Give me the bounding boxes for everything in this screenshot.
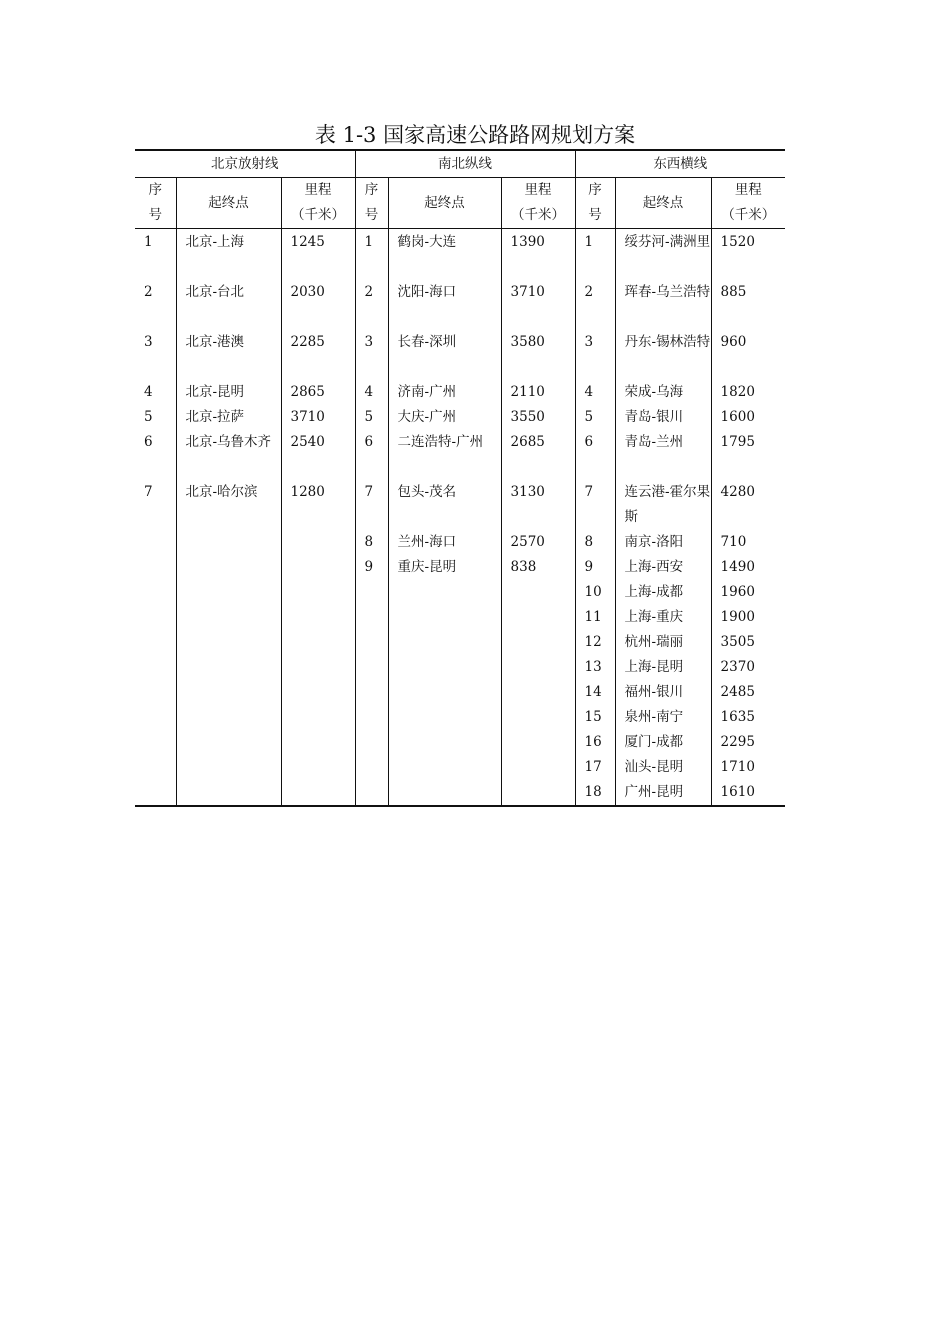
radial-seq-cell: 4 [144, 384, 153, 400]
east-west-mileage-cell: 3505 [711, 630, 785, 655]
north-south-endpoints-cell [388, 755, 501, 780]
east-west-endpoints-cell: 青岛-兰州 [615, 430, 711, 480]
radial-seq-cell: 6 [144, 434, 153, 450]
radial-endpoints-cell: 北京-上海 [176, 229, 281, 281]
radial-seq-cell [135, 780, 176, 806]
col-mileage-north-south [501, 178, 575, 229]
table-row [135, 680, 785, 705]
radial-mileage-cell: 2285 [281, 330, 355, 380]
east-west-mileage-cell: 1710 [711, 755, 785, 780]
radial-mileage-cell: 2540 [281, 430, 355, 480]
group-east-west-header: 东西横线 [575, 150, 785, 178]
table-row [135, 405, 785, 430]
east-west-endpoints-cell: 广州-昆明 [615, 780, 711, 806]
radial-mileage-cell [281, 530, 355, 555]
north-south-seq-cell [355, 680, 388, 705]
radial-endpoints-cell [176, 580, 281, 605]
north-south-mileage-cell [501, 655, 575, 680]
north-south-mileage-cell: 3710 [501, 280, 575, 330]
east-west-seq-cell: 11 [575, 605, 615, 630]
radial-seq-cell: 5 [144, 409, 153, 425]
col-seq-north-south [355, 178, 388, 229]
east-west-mileage-cell: 1960 [711, 580, 785, 605]
east-west-endpoints-cell: 上海-成都 [615, 580, 711, 605]
radial-seq-cell [135, 555, 176, 580]
radial-endpoints-cell [176, 730, 281, 755]
radial-seq-cell: 2 [144, 284, 153, 300]
table-row [135, 380, 785, 405]
east-west-seq-cell: 13 [575, 655, 615, 680]
east-west-endpoints-cell: 杭州-瑞丽 [615, 630, 711, 655]
highway-plan-table [135, 149, 785, 807]
radial-mileage-cell [281, 705, 355, 730]
radial-endpoints-cell: 北京-昆明 [176, 380, 281, 405]
group-header-row [135, 150, 785, 178]
north-south-mileage-cell: 3580 [501, 330, 575, 380]
radial-endpoints-cell: 北京-拉萨 [176, 405, 281, 430]
east-west-seq-cell: 8 [575, 530, 615, 555]
east-west-endpoints-cell: 珲春-乌兰浩特 [615, 280, 711, 330]
radial-seq-cell [135, 680, 176, 705]
north-south-mileage-cell: 3550 [501, 405, 575, 430]
east-west-mileage-cell: 2485 [711, 680, 785, 705]
table-row [135, 430, 785, 480]
group-north-south-header: 南北纵线 [355, 150, 575, 178]
east-west-mileage-cell: 1600 [711, 405, 785, 430]
radial-mileage-cell [281, 655, 355, 680]
north-south-mileage-cell: 2570 [501, 530, 575, 555]
east-west-endpoints-cell: 汕头-昆明 [615, 755, 711, 780]
radial-endpoints-cell: 北京-港澳 [176, 330, 281, 380]
north-south-endpoints-cell [388, 780, 501, 806]
north-south-endpoints-cell: 兰州-海口 [388, 530, 501, 555]
radial-mileage-cell: 3710 [281, 405, 355, 430]
radial-seq-cell [135, 630, 176, 655]
group-radial-header: 北京放射线 [135, 150, 355, 178]
north-south-endpoints-cell: 济南-广州 [388, 380, 501, 405]
east-west-mileage-cell: 1520 [711, 229, 785, 281]
col-mileage-radial [281, 178, 355, 229]
north-south-endpoints-cell: 大庆-广州 [388, 405, 501, 430]
radial-seq-cell: 3 [144, 334, 153, 350]
north-south-seq-cell: 2 [355, 280, 388, 330]
north-south-endpoints-cell: 重庆-昆明 [388, 555, 501, 580]
east-west-mileage-cell: 960 [711, 330, 785, 380]
north-south-mileage-cell: 3130 [501, 480, 575, 530]
north-south-seq-cell: 7 [355, 480, 388, 530]
north-south-seq-cell [355, 580, 388, 605]
col-seq-radial [135, 178, 176, 229]
radial-endpoints-cell [176, 780, 281, 806]
table-row [135, 229, 785, 281]
radial-mileage-cell [281, 680, 355, 705]
north-south-mileage-cell [501, 605, 575, 630]
col-mileage-label-1: 里程 [734, 182, 762, 198]
north-south-seq-cell [355, 630, 388, 655]
radial-mileage-cell [281, 555, 355, 580]
table-row [135, 780, 785, 806]
east-west-mileage-cell: 1635 [711, 705, 785, 730]
east-west-mileage-cell: 2295 [711, 730, 785, 755]
north-south-endpoints-cell [388, 605, 501, 630]
north-south-mileage-cell: 1390 [501, 229, 575, 281]
north-south-mileage-cell [501, 705, 575, 730]
table-row [135, 630, 785, 655]
east-west-mileage-cell: 4280 [711, 480, 785, 530]
east-west-seq-cell: 7 [575, 480, 615, 530]
north-south-seq-cell: 5 [355, 405, 388, 430]
north-south-seq-cell [355, 755, 388, 780]
east-west-seq-cell: 18 [575, 780, 615, 806]
north-south-seq-cell [355, 605, 388, 630]
radial-endpoints-cell: 北京-台北 [176, 280, 281, 330]
highway-plan-table-container [135, 149, 785, 807]
north-south-endpoints-cell: 包头-茂名 [388, 480, 501, 530]
east-west-mileage-cell: 2370 [711, 655, 785, 680]
north-south-endpoints-cell [388, 655, 501, 680]
radial-mileage-cell [281, 755, 355, 780]
radial-mileage-cell [281, 630, 355, 655]
east-west-endpoints-cell: 上海-昆明 [615, 655, 711, 680]
table-row [135, 705, 785, 730]
north-south-seq-cell: 1 [355, 229, 388, 281]
col-seq-label-2: 号 [364, 207, 379, 223]
east-west-endpoints-cell: 丹东-锡林浩特 [615, 330, 711, 380]
east-west-endpoints-cell: 福州-银川 [615, 680, 711, 705]
col-mileage-label-1: 里程 [304, 182, 332, 198]
radial-endpoints-cell: 北京-哈尔滨 [176, 480, 281, 530]
east-west-mileage-cell: 1820 [711, 380, 785, 405]
table-row [135, 555, 785, 580]
table-row [135, 330, 785, 380]
north-south-endpoints-cell: 长春-深圳 [388, 330, 501, 380]
north-south-seq-cell: 4 [355, 380, 388, 405]
north-south-endpoints-cell [388, 580, 501, 605]
radial-endpoints-cell [176, 630, 281, 655]
table-row [135, 755, 785, 780]
table-row [135, 605, 785, 630]
col-seq-east-west [575, 178, 615, 229]
east-west-mileage-cell: 1795 [711, 430, 785, 480]
column-header-row [135, 178, 785, 229]
radial-mileage-cell: 2865 [281, 380, 355, 405]
north-south-mileage-cell [501, 630, 575, 655]
north-south-mileage-cell [501, 780, 575, 806]
radial-mileage-cell [281, 780, 355, 806]
radial-seq-cell [135, 730, 176, 755]
col-endpoints-north-south: 起终点 [388, 178, 501, 229]
radial-mileage-cell: 1280 [281, 480, 355, 530]
col-seq-label-1: 序 [364, 182, 379, 198]
north-south-endpoints-cell: 鹤岗-大连 [388, 229, 501, 281]
radial-mileage-cell [281, 605, 355, 630]
radial-endpoints-cell [176, 605, 281, 630]
north-south-seq-cell [355, 655, 388, 680]
radial-mileage-cell: 2030 [281, 280, 355, 330]
radial-endpoints-cell [176, 555, 281, 580]
east-west-endpoints-cell: 绥芬河-满洲里 [615, 229, 711, 281]
east-west-mileage-cell: 1900 [711, 605, 785, 630]
east-west-endpoints-cell: 青岛-银川 [615, 405, 711, 430]
east-west-endpoints-cell: 上海-重庆 [615, 605, 711, 630]
north-south-endpoints-cell: 二连浩特-广州 [388, 430, 501, 480]
east-west-seq-cell: 5 [575, 405, 615, 430]
east-west-mileage-cell: 710 [711, 530, 785, 555]
radial-seq-cell: 7 [144, 484, 153, 500]
col-seq-label-1: 序 [588, 182, 602, 198]
radial-endpoints-cell: 北京-乌鲁木齐 [176, 430, 281, 480]
north-south-mileage-cell [501, 580, 575, 605]
east-west-endpoints-cell: 荣成-乌海 [615, 380, 711, 405]
col-mileage-label-1: 里程 [524, 182, 552, 198]
north-south-seq-cell: 9 [355, 555, 388, 580]
east-west-seq-cell: 10 [575, 580, 615, 605]
radial-endpoints-cell [176, 655, 281, 680]
east-west-mileage-cell: 1610 [711, 780, 785, 806]
radial-seq-cell [135, 705, 176, 730]
east-west-seq-cell: 12 [575, 630, 615, 655]
radial-seq-cell [135, 655, 176, 680]
north-south-endpoints-cell [388, 680, 501, 705]
north-south-mileage-cell: 2110 [501, 380, 575, 405]
east-west-seq-cell: 14 [575, 680, 615, 705]
north-south-seq-cell: 6 [355, 430, 388, 480]
col-seq-label-2: 号 [588, 207, 602, 223]
col-mileage-label-2: （千米） [511, 207, 566, 223]
east-west-seq-cell: 17 [575, 755, 615, 780]
north-south-mileage-cell: 2685 [501, 430, 575, 480]
north-south-mileage-cell [501, 730, 575, 755]
table-row [135, 530, 785, 555]
col-seq-label-1: 序 [148, 182, 162, 198]
radial-seq-cell [135, 605, 176, 630]
north-south-endpoints-cell [388, 730, 501, 755]
col-mileage-label-2: （千米） [721, 207, 776, 223]
east-west-seq-cell: 15 [575, 705, 615, 730]
north-south-seq-cell [355, 780, 388, 806]
north-south-mileage-cell [501, 755, 575, 780]
east-west-seq-cell: 4 [575, 380, 615, 405]
north-south-seq-cell: 8 [355, 530, 388, 555]
col-seq-label-2: 号 [148, 207, 162, 223]
table-body [135, 229, 785, 807]
north-south-seq-cell: 3 [355, 330, 388, 380]
east-west-seq-cell: 9 [575, 555, 615, 580]
table-row [135, 730, 785, 755]
east-west-seq-cell: 16 [575, 730, 615, 755]
table-row [135, 280, 785, 330]
radial-seq-cell [135, 530, 176, 555]
col-endpoints-radial: 起终点 [176, 178, 281, 229]
east-west-endpoints-cell: 泉州-南宁 [615, 705, 711, 730]
radial-endpoints-cell [176, 705, 281, 730]
north-south-endpoints-cell [388, 705, 501, 730]
east-west-endpoints-cell: 上海-西安 [615, 555, 711, 580]
col-mileage-label-2: （千米） [291, 207, 346, 223]
east-west-seq-cell: 1 [575, 229, 615, 281]
table-row [135, 655, 785, 680]
radial-endpoints-cell [176, 680, 281, 705]
east-west-mileage-cell: 1490 [711, 555, 785, 580]
east-west-seq-cell: 6 [575, 430, 615, 480]
radial-endpoints-cell [176, 530, 281, 555]
north-south-mileage-cell [501, 680, 575, 705]
east-west-endpoints-cell: 南京-洛阳 [615, 530, 711, 555]
north-south-mileage-cell: 838 [501, 555, 575, 580]
radial-seq-cell [135, 755, 176, 780]
table-row [135, 580, 785, 605]
col-mileage-east-west [711, 178, 785, 229]
table-row [135, 480, 785, 530]
east-west-endpoints-cell: 连云港-霍尔果斯 [615, 480, 711, 530]
col-endpoints-east-west: 起终点 [615, 178, 711, 229]
north-south-seq-cell [355, 705, 388, 730]
radial-endpoints-cell [176, 755, 281, 780]
radial-seq-cell [135, 580, 176, 605]
north-south-seq-cell [355, 730, 388, 755]
radial-mileage-cell: 1245 [281, 229, 355, 281]
table-title: 表 1-3 国家高速公路路网规划方案 [314, 123, 636, 147]
north-south-endpoints-cell: 沈阳-海口 [388, 280, 501, 330]
radial-seq-cell: 1 [144, 234, 153, 250]
east-west-seq-cell: 3 [575, 330, 615, 380]
east-west-seq-cell: 2 [575, 280, 615, 330]
radial-mileage-cell [281, 730, 355, 755]
east-west-endpoints-cell: 厦门-成都 [615, 730, 711, 755]
north-south-endpoints-cell [388, 630, 501, 655]
east-west-mileage-cell: 885 [711, 280, 785, 330]
radial-mileage-cell [281, 580, 355, 605]
